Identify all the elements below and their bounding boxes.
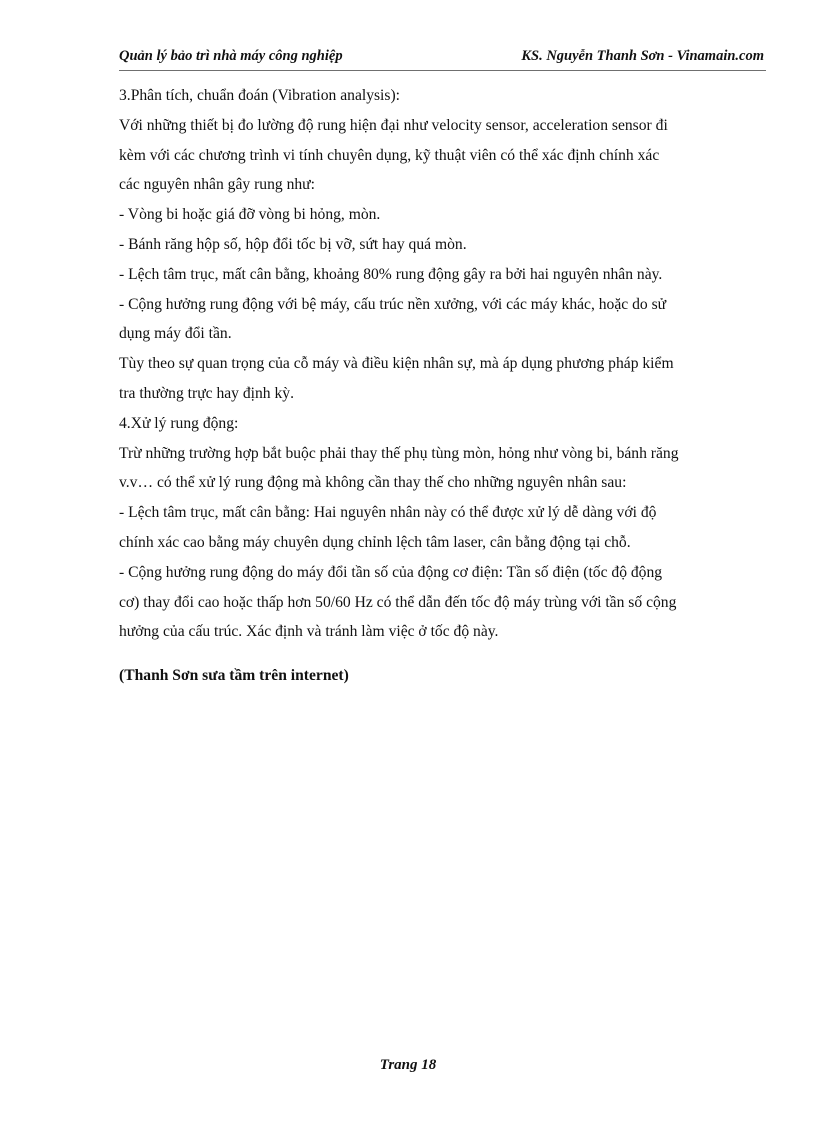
list-item: - Cộng hưởng rung động do máy đổi tần số của động cơ điện: Tần số điện (tốc độ động (119, 563, 663, 581)
body-line: Với những thiết bị đo lường độ rung hiện đại như velocity sensor, acceleration sensor đi (119, 116, 668, 134)
section-heading-vibration-handling: 4.Xử lý rung động: (119, 414, 239, 432)
section-heading-vibration-analysis: 3.Phân tích, chuẩn đoán (Vibration analysis): (119, 87, 400, 104)
list-item: - Lệch tâm trục, mất cân bằng: Hai nguyên nhân này có thể được xử lý dễ dàng với độ (119, 504, 657, 522)
list-item: - Lệch tâm trục, mất cân bằng, khoảng 80% rung động gây ra bởi hai nguyên nhân này. (119, 265, 663, 283)
body-line: chính xác cao bằng máy chuyên dụng chỉnh lệch tâm laser, cân bằng động tại chỗ. (119, 533, 631, 551)
page-body (119, 81, 769, 691)
body-line: dụng máy đổi tần. (119, 325, 232, 343)
body-line: tra thường trực hay định kỳ. (119, 384, 294, 402)
body-line: v.v… có thể xử lý rung động mà không cần thay thế cho những nguyên nhân sau: (119, 474, 627, 492)
list-item: - Vòng bi hoặc giá đỡ vòng bi hỏng, mòn. (119, 206, 381, 224)
body-line: hưởng của cấu trúc. Xác định và tránh làm việc ở tốc độ này. (119, 623, 499, 641)
body-line: các nguyên nhân gây rung như: (119, 176, 315, 194)
list-item: - Bánh răng hộp số, hộp đổi tốc bị vỡ, sứt hay quá mòn. (119, 235, 467, 253)
header-author: KS. Nguyễn Thanh Sơn - Vinamain.com (521, 48, 764, 64)
source-note: (Thanh Sơn sưa tầm trên internet) (119, 667, 349, 685)
header-document-title: Quản lý bảo trì nhà máy công nghiệp (119, 48, 343, 64)
body-line: Tùy theo sự quan trọng của cỗ máy và điều kiện nhân sự, mà áp dụng phương pháp kiểm (119, 355, 674, 373)
list-item: - Cộng hưởng rung động với bệ máy, cấu trúc nền xưởng, với các máy khác, hoặc do sử (119, 295, 667, 313)
body-line: Trừ những trường hợp bắt buộc phải thay thế phụ tùng mòn, hỏng như vòng bi, bánh răng (119, 444, 679, 462)
body-line: cơ) thay đổi cao hoặc thấp hơn 50/60 Hz có thể dẫn đến tốc độ máy trùng với tần số cộng (119, 593, 677, 611)
page-number: Trang 18 (379, 1057, 437, 1073)
body-line: kèm với các chương trình vi tính chuyên dụng, kỹ thuật viên có thể xác định chính xác (119, 146, 660, 164)
page-header (119, 48, 766, 71)
